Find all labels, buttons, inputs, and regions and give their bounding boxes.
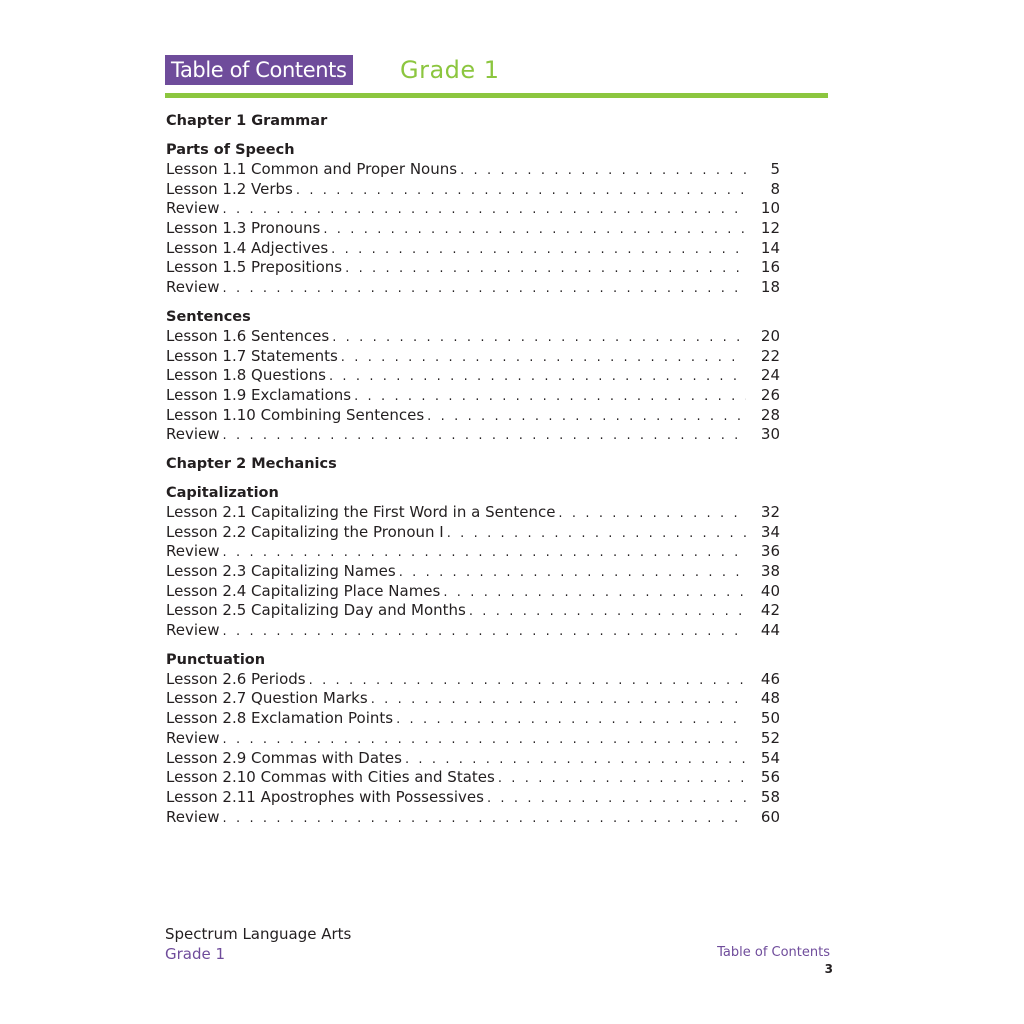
dot-leader [469, 602, 746, 621]
entry-label: Lesson 2.9 Commas with Dates [166, 748, 402, 767]
toc-entry [166, 239, 780, 259]
toc-entry [166, 729, 780, 749]
toc-section [166, 650, 780, 828]
entry-page-number: 40 [760, 581, 780, 600]
toc-entry [166, 562, 780, 582]
chapter-title: Chapter 1 Grammar [166, 113, 328, 129]
toc-entry [166, 768, 780, 788]
table-of-contents [166, 111, 780, 836]
toc-entry [166, 160, 780, 180]
entry-label: Review [166, 425, 220, 444]
entry-page-number: 46 [760, 669, 780, 688]
entry-label: Lesson 1.5 Prepositions [166, 258, 343, 277]
toc-entry [166, 425, 780, 445]
entry-page-number: 18 [760, 278, 780, 297]
toc-section [166, 307, 780, 445]
entry-label: Lesson 1.6 Sentences [166, 326, 330, 345]
entry-page-number: 12 [760, 219, 780, 238]
entry-page-number: 50 [760, 709, 780, 728]
entry-page-number: 5 [770, 160, 780, 178]
toc-entry [166, 709, 780, 729]
dot-leader [443, 583, 746, 602]
page-number: 3 [824, 962, 833, 976]
entry-label: Lesson 1.2 Verbs [166, 179, 293, 198]
entry-page-number: 54 [760, 748, 780, 767]
dot-leader [223, 730, 746, 749]
dot-leader [399, 563, 746, 582]
dot-leader [223, 426, 746, 445]
toc-entry [166, 542, 780, 562]
entry-label: Lesson 2.3 Capitalizing Names [166, 562, 396, 580]
dot-leader [427, 407, 746, 426]
toc-entry [166, 503, 780, 523]
page-header [165, 55, 828, 99]
entry-page-number: 42 [760, 601, 780, 620]
entry-label: Lesson 1.10 Combining Sentences [166, 405, 425, 424]
dot-leader [332, 328, 746, 347]
toc-entry [166, 523, 780, 543]
entry-page-number: 30 [760, 425, 780, 444]
footer-series-title: Spectrum Language Arts [165, 925, 352, 943]
entry-page-number: 34 [760, 522, 780, 541]
dot-leader [447, 524, 746, 543]
header-divider [165, 93, 828, 98]
dot-leader [323, 220, 746, 239]
dot-leader [487, 789, 746, 808]
section-heading: Parts of Speech [166, 142, 295, 158]
entry-page-number: 22 [760, 346, 780, 365]
dot-leader [558, 504, 746, 523]
toc-entry [166, 670, 780, 690]
section-heading: Punctuation [166, 651, 266, 668]
toc-entry [166, 347, 780, 367]
chapter-title: Chapter 2 Mechanics [166, 455, 337, 472]
footer-left [165, 924, 425, 964]
entry-label: Review [166, 199, 220, 218]
entry-page-number: 32 [760, 502, 780, 521]
entry-page-number: 52 [760, 728, 780, 747]
toc-section [166, 140, 780, 298]
toc-entry [166, 278, 780, 298]
toc-section [166, 483, 780, 641]
entry-label: Lesson 2.2 Capitalizing the Pronoun I [166, 522, 444, 541]
entry-page-number: 16 [760, 258, 780, 277]
entry-page-number: 24 [760, 366, 780, 385]
entry-page-number: 38 [760, 562, 780, 580]
entry-label: Review [166, 807, 220, 826]
toc-entry [166, 386, 780, 406]
entry-label: Lesson 1.3 Pronouns [166, 219, 321, 238]
toc-entry [166, 199, 780, 219]
toc-entry [166, 621, 780, 641]
entry-label: Lesson 2.1 Capitalizing the First Word in a Sentence [166, 502, 556, 521]
dot-leader [223, 622, 746, 641]
dot-leader [354, 387, 746, 406]
dot-leader [405, 750, 746, 769]
entry-label: Lesson 2.5 Capitalizing Day and Months [166, 601, 466, 620]
dot-leader [223, 809, 746, 828]
entry-label: Lesson 1.8 Questions [166, 366, 326, 385]
entry-label: Lesson 2.8 Exclamation Points [166, 709, 394, 728]
dot-leader [371, 690, 746, 709]
entry-label: Lesson 2.10 Commas with Cities and States [166, 768, 495, 787]
toc-entry [166, 180, 780, 200]
entry-page-number: 58 [760, 787, 780, 806]
section-heading: Sentences [166, 308, 251, 325]
entry-page-number: 48 [760, 689, 780, 708]
entry-label: Lesson 2.4 Capitalizing Place Names [166, 581, 441, 600]
dot-leader [460, 161, 746, 180]
footer-grade: Grade 1 [165, 945, 226, 963]
dot-leader [296, 181, 746, 200]
toc-entry [166, 219, 780, 239]
toc-entry [166, 327, 780, 347]
entry-label: Lesson 1.9 Exclamations [166, 385, 352, 404]
entry-page-number: 8 [770, 179, 780, 198]
entry-page-number: 28 [760, 405, 780, 424]
toc-entry [166, 601, 780, 621]
dot-leader [223, 543, 746, 562]
toc-entry [166, 689, 780, 709]
toc-entry [166, 808, 780, 828]
entry-label: Review [166, 728, 220, 747]
entry-label: Lesson 1.1 Common and Proper Nouns [166, 160, 458, 178]
section-heading: Capitalization [166, 484, 279, 501]
entry-page-number: 26 [760, 385, 780, 404]
entry-page-number: 20 [760, 326, 780, 345]
grade-title: Grade 1 [400, 56, 500, 84]
page-title: Table of Contents [165, 55, 353, 85]
entry-label: Lesson 2.6 Periods [166, 669, 306, 688]
entry-page-number: 14 [760, 238, 780, 257]
toc-entry [166, 406, 780, 426]
entry-page-number: 10 [760, 199, 780, 218]
toc-entry [166, 582, 780, 602]
entry-label: Lesson 1.7 Statements [166, 346, 338, 365]
dot-leader [396, 710, 746, 729]
entry-page-number: 44 [760, 621, 780, 640]
entry-label: Review [166, 542, 220, 561]
entry-page-number: 36 [760, 542, 780, 561]
entry-label: Lesson 1.4 Adjectives [166, 238, 329, 257]
entry-label: Review [166, 621, 220, 640]
entry-label: Review [166, 278, 220, 297]
entry-page-number: 56 [760, 768, 780, 787]
toc-entry [166, 788, 780, 808]
dot-leader [223, 200, 746, 219]
dot-leader [341, 348, 746, 367]
dot-leader [329, 367, 746, 386]
dot-leader [331, 240, 746, 259]
dot-leader [498, 769, 746, 788]
toc-entry [166, 366, 780, 386]
entry-label: Lesson 2.7 Question Marks [166, 689, 368, 708]
dot-leader [345, 259, 746, 278]
toc-entry [166, 258, 780, 278]
footer-section-title: Table of Contents [717, 945, 830, 960]
entry-page-number: 60 [760, 807, 780, 826]
dot-leader [309, 671, 746, 690]
toc-entry [166, 749, 780, 769]
entry-label: Lesson 2.11 Apostrophes with Possessives [166, 787, 484, 806]
dot-leader [223, 279, 746, 298]
